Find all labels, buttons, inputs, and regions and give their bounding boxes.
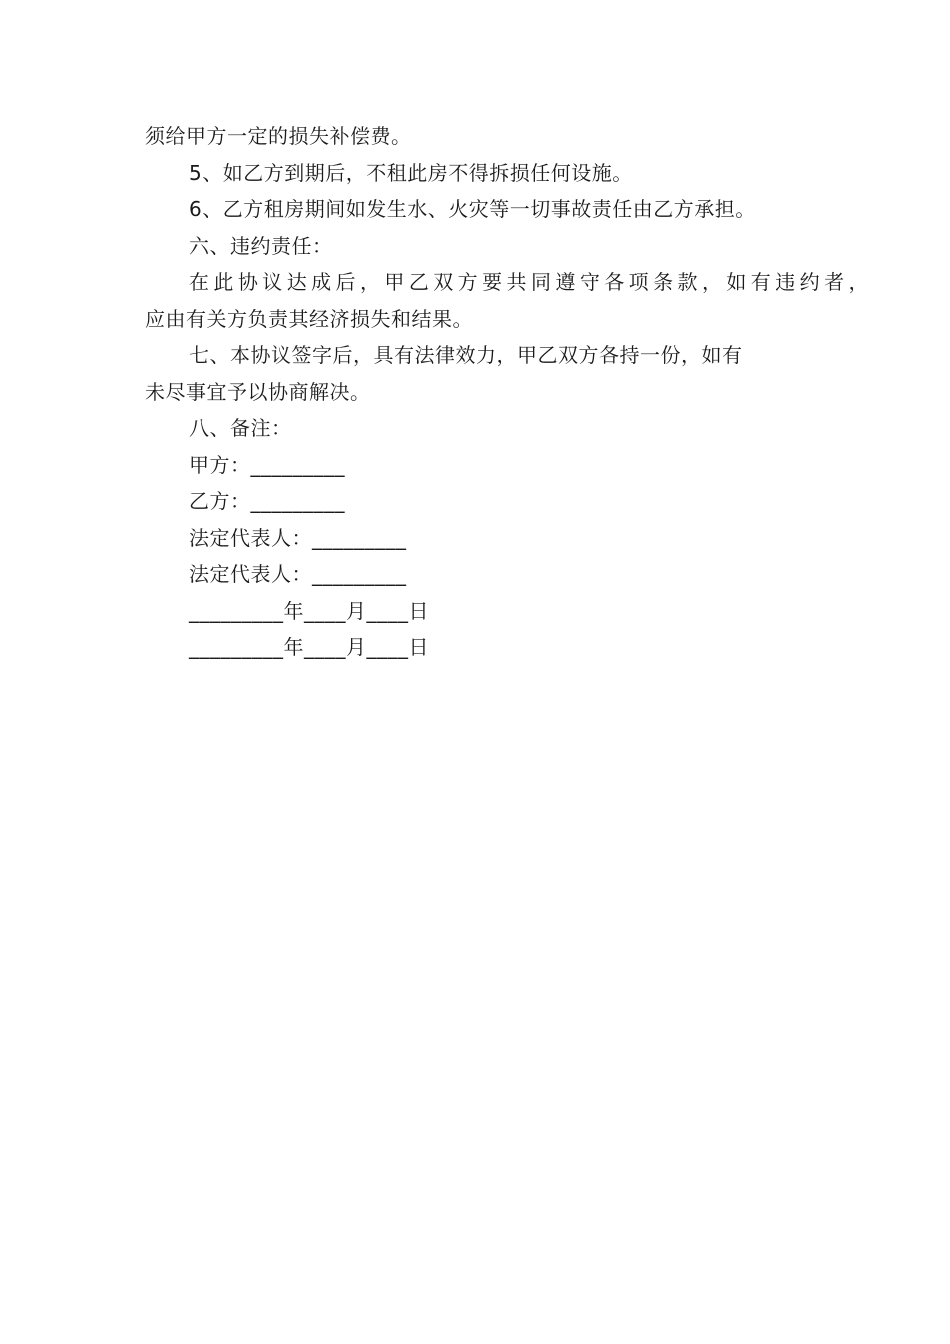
document-body: [145, 118, 869, 666]
date-line-b: _________年____月____日: [189, 635, 429, 659]
text-line-clause-6: 6、乙方租房期间如发生水、火灾等一切事故责任由乙方承担。: [189, 197, 756, 221]
date-line-a: _________年____月____日: [189, 598, 429, 623]
legal-rep-b-signature-line: 法定代表人：_________: [189, 562, 407, 586]
text-line-clause-7b: 未尽事宜予以协商解决。: [145, 379, 371, 404]
text-line-clause-7a: 七、本协议签字后，具有法律效力，甲乙双方各持一份，如有: [189, 343, 743, 367]
section-heading-breach: 六、违约责任：: [189, 233, 333, 258]
section-heading-remarks: 八、备注：: [189, 416, 292, 440]
party-b-signature-line: 乙方：_________: [189, 489, 345, 513]
text-line-compensation: 须给甲方一定的损失补偿费。: [145, 124, 412, 148]
party-a-signature-line: 甲方：_________: [189, 452, 345, 477]
legal-rep-a-signature-line: 法定代表人：_________: [189, 525, 407, 550]
text-line-clause-5: 5、如乙方到期后，不租此房不得拆损任何设施。: [189, 160, 633, 185]
text-line-breach-2: 应由有关方负责其经济损失和结果。: [145, 306, 473, 331]
text-line-breach-1: 在此协议达成后，甲乙双方要共同遵守各项条款，如有违约者，: [189, 270, 869, 294]
